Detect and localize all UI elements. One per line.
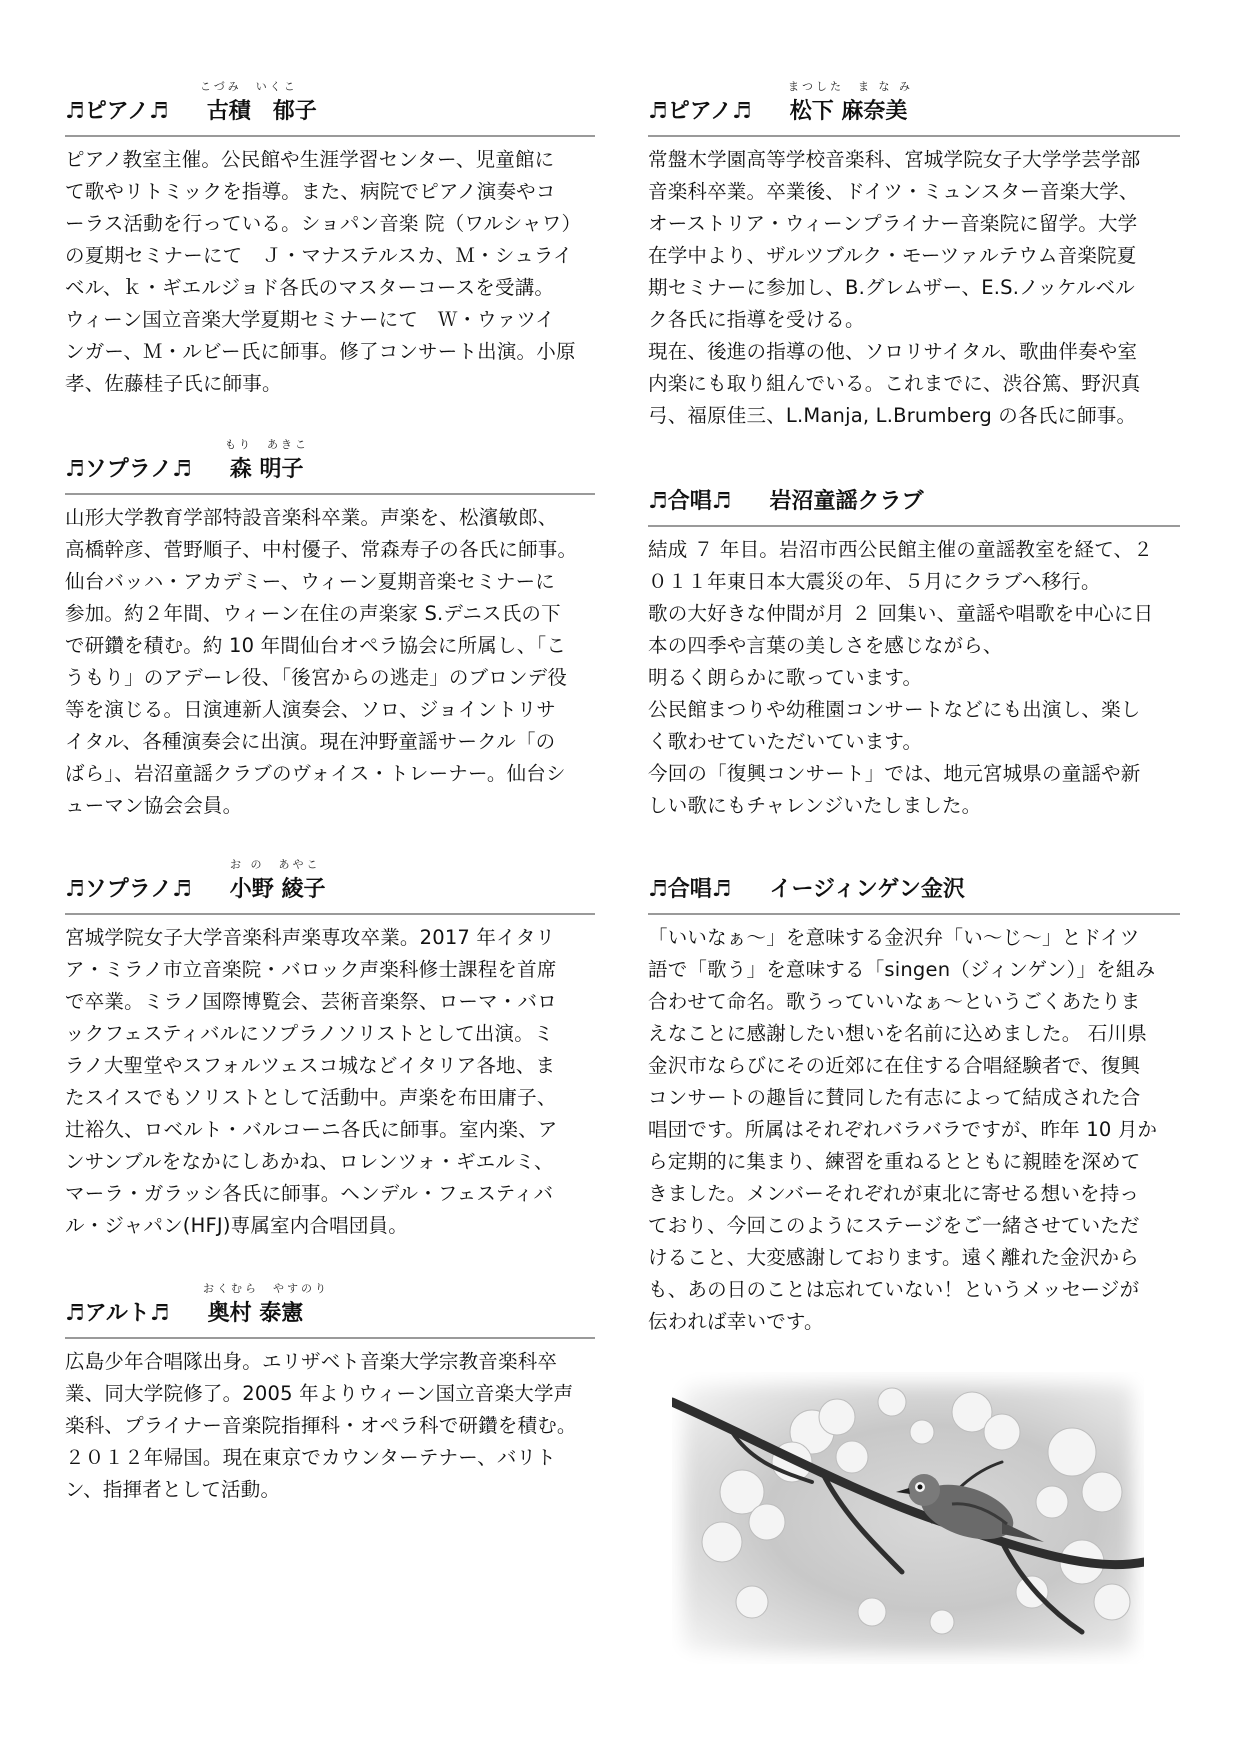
text-line: ンサンブルをなかにしあかね、ロレンツォ・ギエルミ、 <box>65 1150 554 1173</box>
text-line: 明るく朗らかに歌っています。 <box>648 666 923 689</box>
text-line: 「いいなぁ～」を意味する金沢弁「い～じ～」とドイツ <box>648 926 1140 949</box>
text-line: ーラス活動を行っている。ショパン音楽 院（ワルシャワ） <box>65 212 582 235</box>
text-line: えなことに感謝したい想いを名前に込めました。 石川県 <box>648 1022 1147 1045</box>
text-line: 辻裕久、ロベルト・バルコーニ各氏に師事。室内楽、ア <box>65 1118 558 1141</box>
text-line: 業、同大学院修了。2005 年よりウィーン国立音楽大学声 <box>65 1382 574 1405</box>
text-line: 楽科、プライナー音楽院指揮科・オペラ科で研鑽を積む。 <box>65 1414 577 1437</box>
text-line: ０１１年東日本大震災の年、５月にクラブへ移行。 <box>648 570 1101 593</box>
section-heading <box>648 94 1180 137</box>
text-line: ル・ジャパン(HFJ)専属室内合唱団員。 <box>65 1214 408 1237</box>
text-line: 伝われば幸いです。 <box>648 1310 824 1333</box>
profile-text <box>65 502 595 822</box>
performer-name: 森 明子 <box>229 457 304 482</box>
text-line: しい歌にもチャレンジいたしました。 <box>648 794 982 817</box>
text-line: で卒業。ミラノ国際博覧会、芸術音楽祭、ローマ・バロ <box>65 990 557 1013</box>
name-ruby: お の あやこ <box>230 858 321 871</box>
text-line: 音楽科卒業。卒業後、ドイツ・ミュンスター音楽大学、 <box>648 180 1139 203</box>
performer-name: 古積 郁子 <box>206 99 317 124</box>
section-heading <box>65 1296 595 1339</box>
role-label: ♬ソプラノ♬ <box>65 457 192 482</box>
performer-name: 松下 麻奈美 <box>789 99 908 124</box>
role-label: ♬合唱♬ <box>648 877 732 902</box>
text-line: ューマン協会会員。 <box>65 794 243 817</box>
text-line: ラノ大聖堂やスフォルツェスコ城などイタリア各地、ま <box>65 1054 556 1077</box>
name-ruby: おくむら やすのり <box>203 1282 329 1295</box>
text-line: きました。メンバーそれぞれが東北に寄せる想いを持っ <box>648 1182 1140 1205</box>
text-line: 孝、佐藤桂子氏に師事。 <box>65 372 282 395</box>
performer-name: 小野 綾子 <box>229 877 326 902</box>
text-line: うもり」のアデーレ役、「後宮からの逃走」のブロンデ役 <box>65 666 568 689</box>
profile-text <box>65 144 595 400</box>
text-line: 内楽にも取り組んでいる。これまでに、渋谷篤、野沢真 <box>648 372 1141 395</box>
text-line: 高橋幹彦、菅野順子、中村優子、常森寿子の各氏に師事。 <box>65 538 578 561</box>
text-line: 宮城学院女子大学音楽科声楽専攻卒業。2017 年イタリ <box>65 926 556 949</box>
text-line: の夏期セミナーにて Ｊ・マナステルスカ、Ｍ・シュライ <box>65 244 573 267</box>
text-line: 唱団です。所属はそれぞれバラバラですが、昨年 10 月か <box>648 1118 1158 1141</box>
performer-name: 奥村 泰憲 <box>207 1301 304 1326</box>
text-line: 公民館まつりや幼稚園コンサートなどにも出演し、楽し <box>648 698 1141 721</box>
profile-text <box>648 922 1180 1338</box>
text-line: ウィーン国立音楽大学夏期セミナーにて Ｗ・ウァツイ <box>65 308 555 331</box>
text-line: 結成 ７ 年目。岩沼市西公民館主催の童謡教室を経て、２ <box>648 538 1153 561</box>
text-line: ピアノ教室主催。公民館や生涯学習センター、児童館に <box>65 148 555 171</box>
text-line: 参加。約２年間、ウィーン在住の声楽家 S.デニス氏の下 <box>65 602 561 625</box>
text-line: 合わせて命名。歌うっていいなぁ～というごくあたりま <box>648 990 1141 1013</box>
text-line: 現在、後進の指導の他、ソロリサイタル、歌曲伴奏や室 <box>648 340 1138 363</box>
text-line: 広島少年合唱隊出身。エリザベト音楽大学宗教音楽科卒 <box>65 1350 558 1373</box>
role-label: ♬ソプラノ♬ <box>65 877 192 902</box>
text-line: 山形大学教育学部特設音楽科卒業。声楽を、松濱敏郎、 <box>65 506 558 529</box>
profile-text <box>648 534 1180 822</box>
name-ruby: まつした ま な み <box>788 80 913 93</box>
text-line: ンガー、Ｍ・ルビー氏に師事。修了コンサート出演。小原 <box>65 340 576 363</box>
text-line: たスイスでもソリストとして活動中。声楽を布田庸子、 <box>65 1086 557 1109</box>
text-line: 常盤木学園高等学校音楽科、宮城学院女子大学学芸学部 <box>648 148 1141 171</box>
performer-name: 岩沼童謡クラブ <box>769 489 924 514</box>
section-heading <box>648 872 1180 915</box>
text-line: く歌わせていただいています。 <box>648 730 923 753</box>
text-line: ックフェスティバルにソプラノソリストとして出演。ミ <box>65 1022 554 1045</box>
text-line: 今回の「復興コンサート」では、地元宮城県の童謡や新 <box>648 762 1141 785</box>
text-line: ばら」、岩沼童謡クラブのヴォイス・トレーナー。仙台シ <box>65 762 566 785</box>
section-heading <box>648 484 1180 527</box>
name-ruby: もり あきこ <box>225 438 309 451</box>
text-line: ア・ミラノ市立音楽院・バロック声楽科修士課程を首席 <box>65 958 557 981</box>
section-heading <box>65 94 595 137</box>
text-line: けること、大変感謝しております。遠く離れた金沢から <box>648 1246 1139 1269</box>
text-line: イタル、各種演奏会に出演。現在沖野童謡サークル「の <box>65 730 556 753</box>
text-line: 期セミナーに参加し、B.グレムザー、E.S.ノッケルベル <box>648 276 1135 299</box>
section-heading <box>65 452 595 495</box>
text-line: ン、指揮者として活動。 <box>65 1478 281 1501</box>
text-line: 本の四季や言葉の美しさを感じながら、 <box>648 634 1003 657</box>
profile-text <box>65 922 595 1242</box>
text-line: で研鑽を積む。約 10 年間仙台オペラ協会に所属し、「こ <box>65 634 567 657</box>
section-heading <box>65 872 595 915</box>
bird-blossom-illustration <box>672 1372 1144 1664</box>
text-line: 弓、福原佳三、L.Manja, L.Brumberg の各氏に師事。 <box>648 404 1137 427</box>
text-line: 仙台バッハ・アカデミー、ウィーン夏期音楽セミナーに <box>65 570 555 593</box>
text-line: も、あの日のことは忘れていない！というメッセージが <box>648 1278 1140 1301</box>
text-line: ２０１２年帰国。現在東京でカウンターテナー、バリト <box>65 1446 556 1469</box>
text-line: 語で「歌う」を意味する「singen（ジィンゲン）」を組み <box>648 958 1156 981</box>
text-line: 等を演じる。日演連新人演奏会、ソロ、ジョイントリサ <box>65 698 556 721</box>
profile-text <box>648 144 1180 432</box>
text-line: て歌やリトミックを指導。また、病院でピアノ演奏やコ <box>65 180 556 203</box>
text-line: ベル、ｋ・ギエルジョド各氏のマスターコースを受講。 <box>65 276 555 299</box>
role-label: ♬ピアノ♬ <box>65 99 169 124</box>
role-label: ♬ピアノ♬ <box>648 99 752 124</box>
text-line: マーラ・ガラッシ各氏に師事。ヘンデル・フェスティバ <box>65 1182 554 1205</box>
text-line: ら定期的に集まり、練習を重ねるとともに親睦を深めて <box>648 1150 1141 1173</box>
text-line: コンサートの趣旨に賛同した有志によって結成された合 <box>648 1086 1141 1109</box>
name-ruby: こづみ いくこ <box>200 80 298 93</box>
text-line: 在学中より、ザルツブルク・モーツァルテウム音楽院夏 <box>648 244 1137 267</box>
performer-name: イージィンゲン金沢 <box>769 877 965 902</box>
bird-blossom-photo <box>672 1372 1144 1664</box>
profile-text <box>65 1346 595 1506</box>
role-label: ♬合唱♬ <box>648 489 732 514</box>
text-line: ク各氏に指導を受ける。 <box>648 308 865 331</box>
text-line: 金沢市ならびにその近郊に在住する合唱経験者で、復興 <box>648 1054 1141 1077</box>
text-line: ており、今回このようにステージをご一緒させていただ <box>648 1214 1140 1237</box>
text-line: オーストリア・ウィーンプライナー音楽院に留学。大学 <box>648 212 1138 235</box>
role-label: ♬アルト♬ <box>65 1301 170 1326</box>
text-line: 歌の大好きな仲間が月 ２ 回集い、童謡や唱歌を中心に日 <box>648 602 1154 625</box>
